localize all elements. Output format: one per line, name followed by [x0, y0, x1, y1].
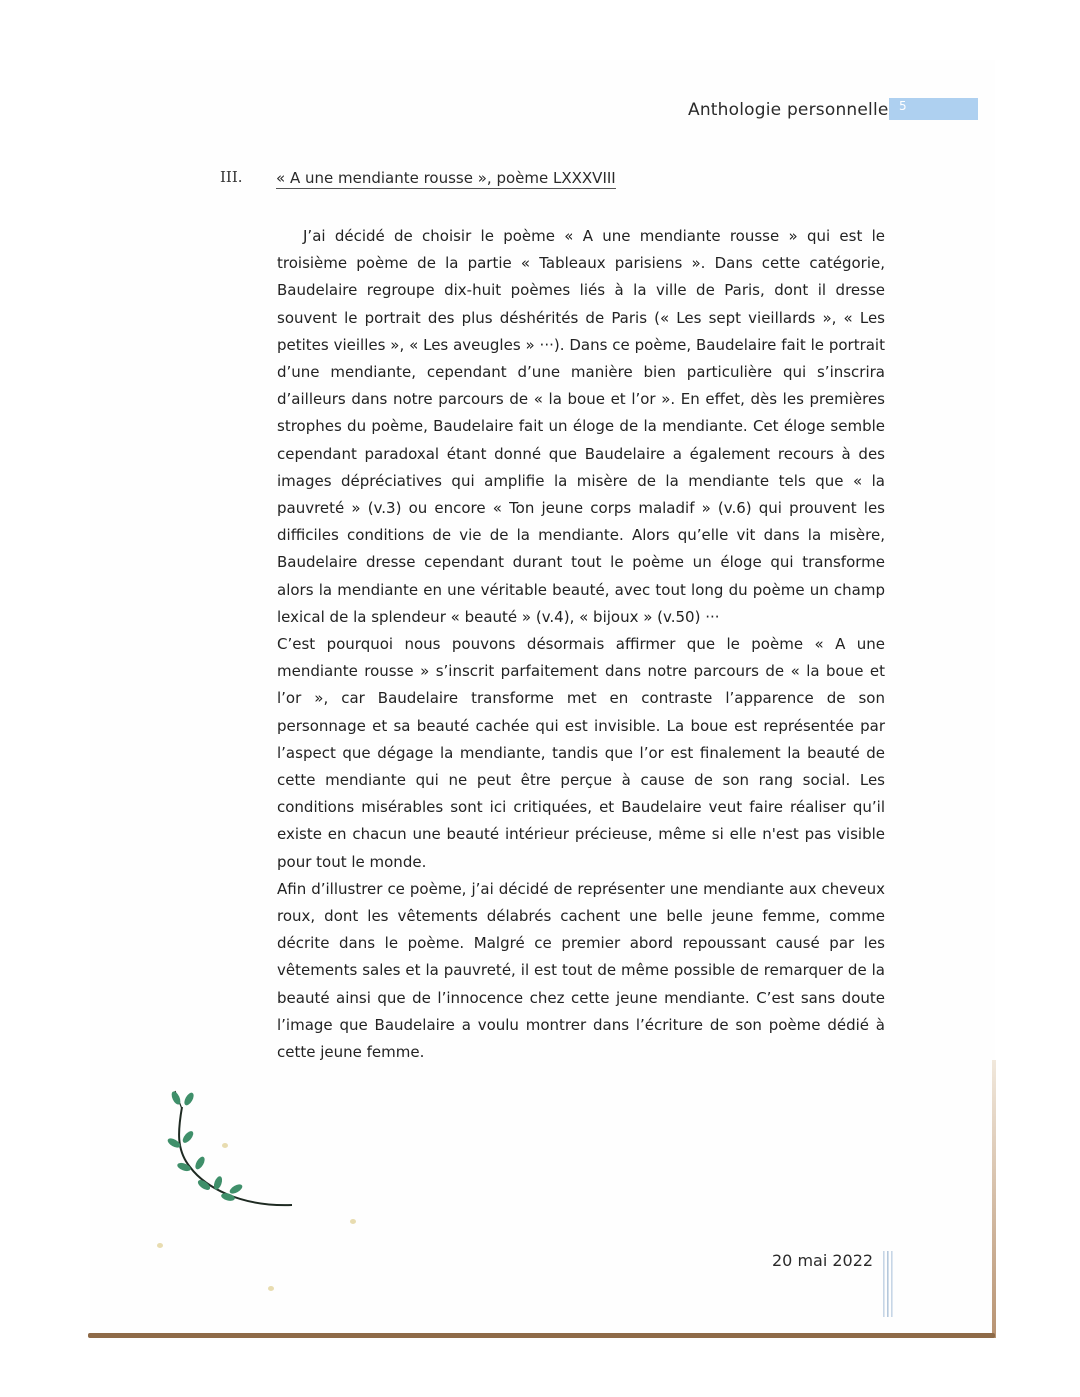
paragraph-illustration: Afin d’illustrer ce poème, j’ai décidé de représenter une mendiante aux cheveux roux, dont les vêtements délabrés cachent une belle jeune femme, comme décrite dans le poème. Malgré ce premier abord repoussant causé par les vêtements sales et la pauvreté, il est tout de même possible de remarquer de la beauté ainsi que de l’innocence chez cette jeune mendiante. C’est sans doute l’image que Baudelaire a voulu montrer dans l’écriture de son poème dédié à cette jeune femme. — [277, 879, 885, 1062]
decorative-dot — [350, 1219, 356, 1224]
page-number: 5 — [899, 99, 907, 113]
date: 20 mai 2022 — [772, 1251, 874, 1270]
header-title: Anthologie personnelle — [688, 100, 889, 120]
decorative-dot — [157, 1243, 163, 1248]
decorative-dot — [222, 1143, 228, 1148]
paragraph-intro: J’ai décidé de choisir le poème « A une mendiante rousse » qui est le troisième poème de la partie « Tableaux parisiens ». Dans cette catégorie, Baudelaire regroupe dix-huit poèmes liés à la ville de Paris, dont il dresse souvent le portrait des plus déshérités de Paris (« Les sept vieillards », « Les petites vieilles », « Les aveugles » ···). Dans ce poème, Baudelaire fait le portrait d’une mendiante, cependant d’une manière bien particulière qui s’inscrira d’ailleurs dans notre parcours de « la boue et l’or ». En effet, dès les premières strophes du poème, Baudelaire fait un éloge de la mendiante. Cet éloge semble cependant paradoxal étant donné que Baudelaire a également recours à des images dépréciatives qui amplifie la misère de la mendiante tels que « la pauvreté » (v.3) ou encore « Ton jeune corps maladif » (v.6) qui prouvent les difficiles conditions de vie de la mendiante. Alors qu’elle vit dans la misère, Baudelaire dresse cependant durant tout le poème un éloge qui transforme alors la mendiante en une véritable beauté, avec tout long du poème un champ lexical de la splendeur « beauté » (v.4), « bijoux » (v.50) ··· — [277, 227, 885, 626]
paper-edge — [992, 1060, 996, 1338]
body-text — [277, 223, 885, 1066]
date-bars-icon — [883, 1251, 895, 1317]
page-number-badge — [889, 98, 978, 120]
table-edge — [88, 1333, 995, 1338]
section-number: III. — [220, 168, 243, 186]
paragraph-analysis: C’est pourquoi nous pouvons désormais affirmer que le poème « A une mendiante rousse » s’inscrit parfaitement dans notre parcours de « la boue et l’or », car Baudelaire transforme met en contraste l’apparence de son personnage et sa beauté cachée qui est invisible. La boue est représentée par l’aspect que dégage la mendiante, tandis que l’or est finalement la beauté de cette mendiante qui ne peut être perçue à cause de son rang social. Les conditions misérables sont ici critiquées, et Baudelaire veut faire réaliser qu’il existe en chacun une beauté intérieur précieuse, même si elle n'est pas visible pour tout le monde. — [277, 635, 885, 871]
leaf-branch-icon — [160, 1085, 300, 1215]
section-title: « A une mendiante rousse », poème LXXXVIII — [276, 169, 616, 187]
decorative-dot — [268, 1286, 274, 1291]
